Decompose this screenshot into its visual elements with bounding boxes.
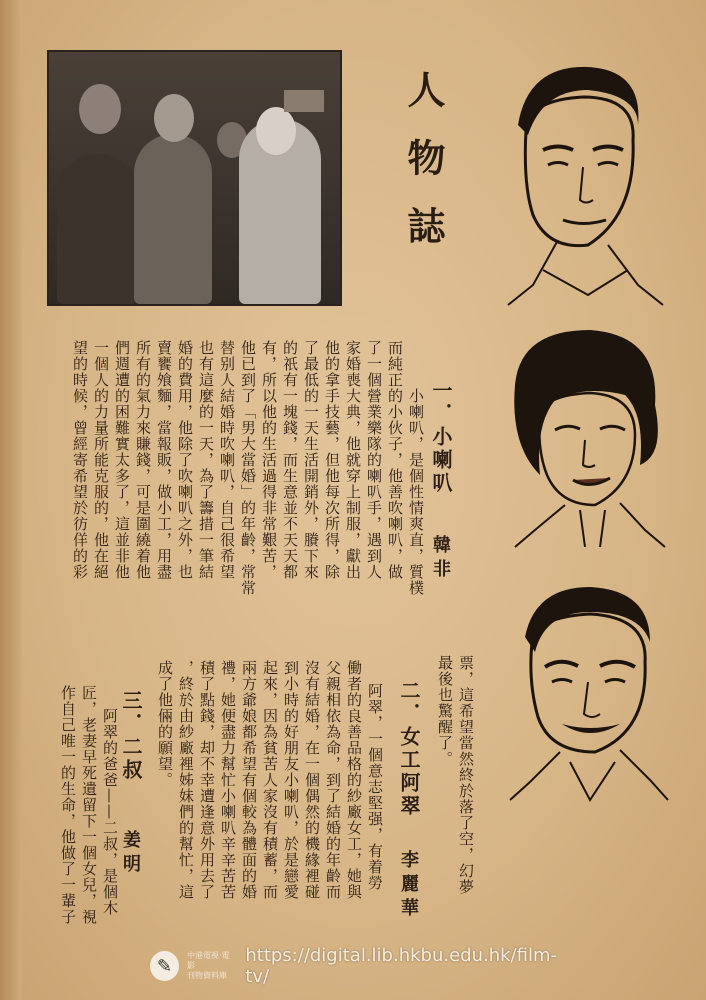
- body-column: 阿翠的爸爸——二叔，是個木: [101, 708, 119, 916]
- body-column: 匠，老妻早死遺留下一個女兒，視: [80, 685, 98, 925]
- body-column: 也有這麼的一天，為了籌措一筆結: [197, 340, 215, 580]
- body-column: 他已到了「男大當婚」的年齡，常常: [239, 340, 257, 596]
- body-column: ，終於由紗廠裡姊妹們的幫忙，這: [177, 660, 195, 900]
- section-heading-er-shu: 三．二叔: [119, 690, 143, 782]
- body-column: 了一個營業樂隊的喇叭手，遇到人: [365, 340, 383, 580]
- archive-logo-icon: ✎: [150, 951, 179, 981]
- body-column: 家婚喪大典，他就穿上制服，獻出: [344, 340, 362, 580]
- body-column: 起來，因為貧苦人家沒有積蓄，而: [261, 660, 279, 900]
- body-column: 而純正的小伙子，他善吹喇叭，做: [386, 340, 404, 580]
- archive-url[interactable]: https://digital.lib.hkbu.edu.hk/film-tv/: [245, 945, 557, 987]
- body-column: 小喇叭，是個性情爽直，質樸: [407, 388, 425, 596]
- section-heading-xiao-laba: 一．小喇叭: [429, 380, 453, 495]
- body-column: 票，這希望當然終於落了空，幻夢: [457, 655, 475, 895]
- body-column: 禮，她便盡力幫忙小喇叭辛辛苦苦: [219, 660, 237, 900]
- portrait-er-shu: [500, 582, 670, 802]
- sign-board: [284, 90, 324, 112]
- page-binding-edge: [0, 0, 22, 1000]
- portrait-xiao-laba: [488, 55, 668, 310]
- body-column: 沒有結婚，在一個偶然的機緣裡碰: [303, 660, 321, 900]
- body-column: 了最低的一天生活開銷外，賸下來: [302, 340, 320, 580]
- body-column: 成了他倆的願望。: [156, 660, 174, 788]
- archive-watermark: [150, 946, 570, 986]
- film-still-photo: [47, 50, 342, 306]
- body-column: 積了點錢，却不幸遭逢意外用去了: [198, 660, 216, 900]
- body-column: 一個人的力量所能克服的，他在絕: [92, 340, 110, 580]
- body-column: 的祇有一塊錢，而生意並不天天都: [281, 340, 299, 580]
- body-column: 作自己唯一的生命，他做了一輩子: [59, 685, 77, 925]
- body-column: 望的時候，曾經寄希望於彷佯的彩: [71, 340, 89, 580]
- body-column: 兩方爺娘都希望有個較為體面的婚: [240, 660, 258, 900]
- body-column: 替别人結婚時吹喇叭，自己很希望: [218, 340, 236, 580]
- body-column: 最後也驚醒了。: [436, 655, 454, 767]
- body-column: 所有的氣力來賺錢，可是圍繞着他: [134, 340, 152, 580]
- body-column: 到小時的好朋友小喇叭，於是戀愛: [282, 660, 300, 900]
- body-column: 有，所以他的生活過得非常艱苦，: [260, 340, 278, 580]
- section-author-han-fei: 韓非: [430, 535, 451, 583]
- body-column: 阿翠，一個意志堅强，有着勞: [366, 683, 384, 891]
- archive-org-name: [187, 951, 237, 981]
- section-author-li-lihua: 李麗華: [398, 850, 419, 922]
- body-column: 賣饔飧麵，當報販，做小工，用盡: [155, 340, 173, 580]
- body-column: 他的拿手技藝，但他每次所得，除: [323, 340, 341, 580]
- archive-org-line1: 中港電視·電影: [187, 951, 230, 970]
- section-heading-ah-cui: 二．女工阿翠: [397, 680, 421, 818]
- portrait-ah-cui: [495, 325, 670, 550]
- page-title: 人物誌: [401, 70, 446, 274]
- body-column: 働者的良善品格的紗廠女工，她與: [345, 660, 363, 900]
- body-column: 婚的費用，他除了吹喇叭之外，也: [176, 340, 194, 580]
- archive-org-line2: 刊物資料庫: [187, 971, 228, 980]
- body-column: 們週遭的困難實太多了，這並非他: [113, 340, 131, 580]
- section-author-jiang-ming: 姜明: [120, 830, 141, 878]
- body-column: 父親相依為命，到了結婚的年齡而: [324, 660, 342, 900]
